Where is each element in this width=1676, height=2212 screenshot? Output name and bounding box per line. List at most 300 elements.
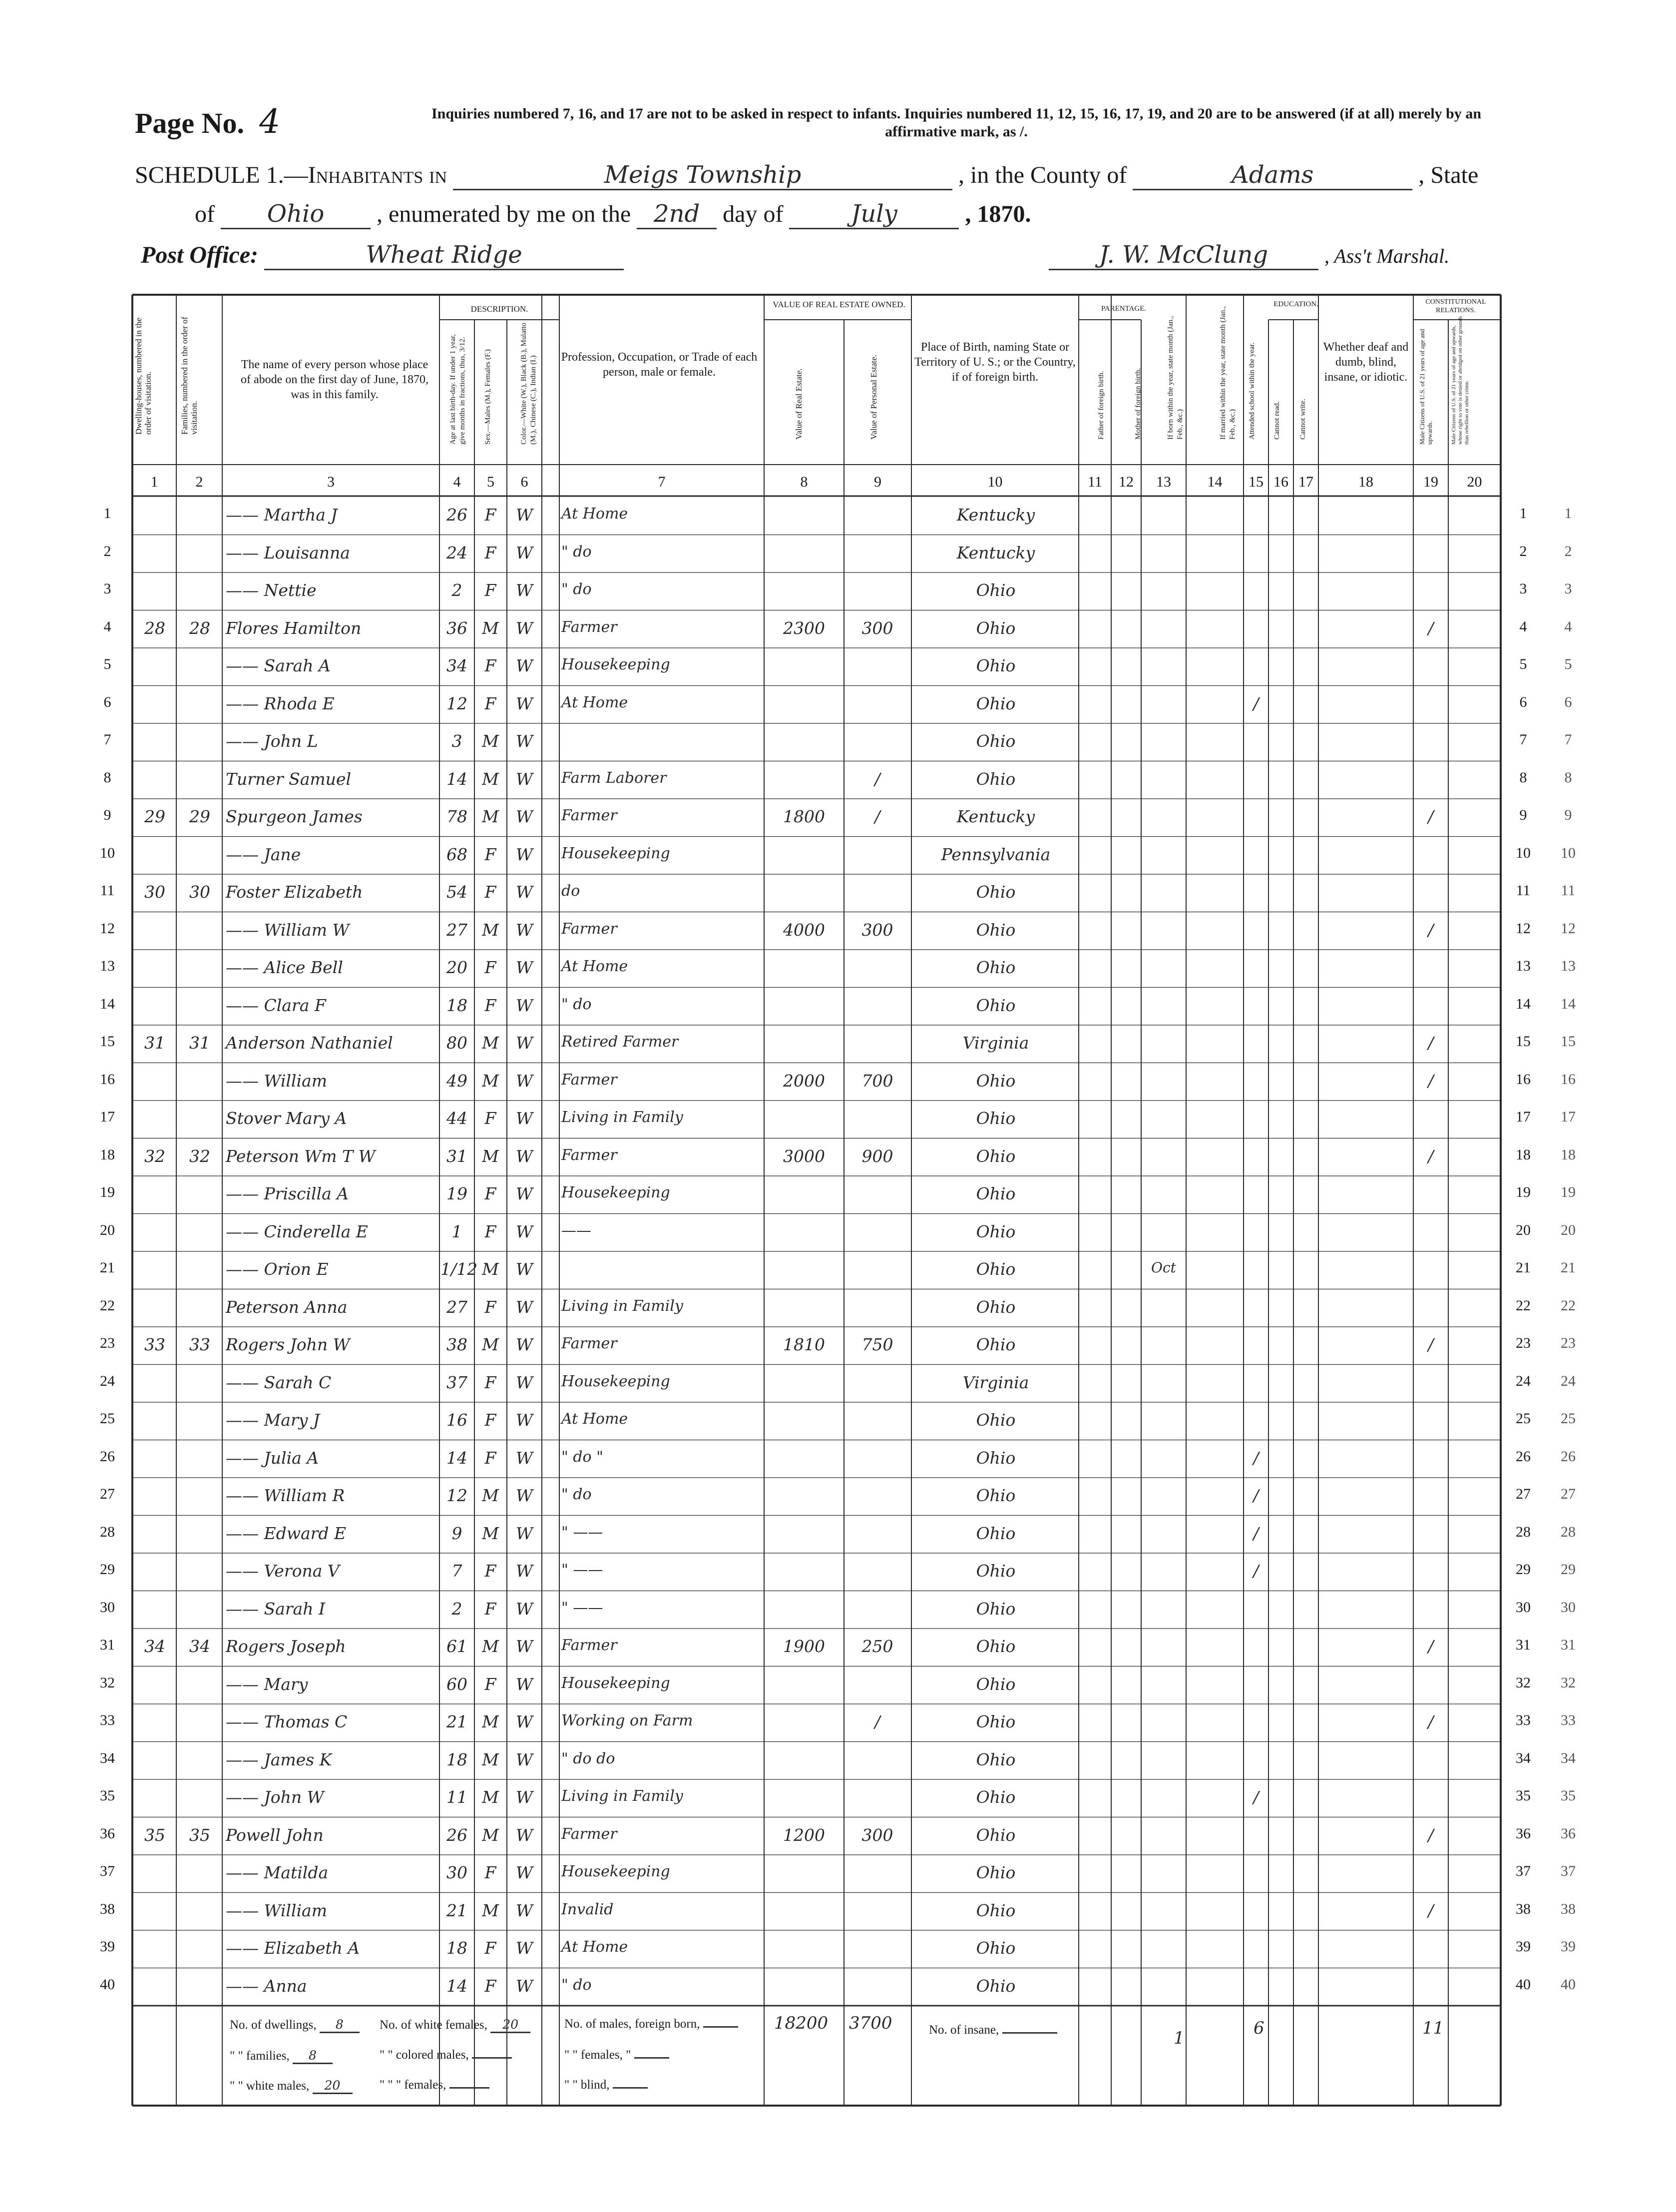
school-mark: / <box>1253 1448 1259 1468</box>
row-number-left: 2 <box>103 543 111 559</box>
column-number: 19 <box>1423 474 1438 490</box>
occupation-value: " do <box>561 995 592 1013</box>
occupation-value: At Home <box>561 693 628 711</box>
occupation-value: Housekeeping <box>561 844 670 862</box>
row-number-margin: 32 <box>1561 1674 1576 1691</box>
sex-value: M <box>482 1335 499 1354</box>
column-number: 17 <box>1298 474 1313 490</box>
family-number: 34 <box>189 1637 210 1656</box>
column-number: 5 <box>487 474 494 490</box>
birthplace-value: Ohio <box>976 1297 1016 1317</box>
column-number: 10 <box>987 474 1003 490</box>
col-mother-foreign-header: Mother of foreign birth. <box>1134 368 1142 440</box>
sex-value: F <box>484 995 496 1015</box>
row-number-right: 8 <box>1519 769 1527 786</box>
born-month-value: Oct <box>1151 1259 1176 1276</box>
sex-value: M <box>482 1787 499 1807</box>
row-number-left: 25 <box>100 1410 115 1427</box>
occupation-value: Living in Family <box>561 1297 683 1315</box>
birthplace-value: Ohio <box>976 1221 1016 1241</box>
footer-foreign-males: No. of males, foreign born, <box>564 2017 738 2031</box>
age-value: 14 <box>446 1976 467 1996</box>
age-value: 54 <box>446 882 467 902</box>
row-number-margin: 25 <box>1561 1410 1576 1427</box>
personal-estate-value: / <box>874 1712 880 1731</box>
age-value: 18 <box>446 1749 467 1769</box>
color-value: W <box>516 1184 533 1203</box>
occupation-value: " do " <box>561 1448 603 1466</box>
person-name: —— William <box>226 1900 328 1920</box>
row-number-margin: 8 <box>1564 769 1572 786</box>
sex-value: M <box>482 1259 499 1279</box>
person-name: —— Clara F <box>226 995 326 1015</box>
occupation-value: Living in Family <box>561 1787 683 1805</box>
color-value: W <box>516 807 533 826</box>
row-number-margin: 12 <box>1561 920 1576 937</box>
row-number-left: 7 <box>103 731 111 748</box>
row-number-left: 12 <box>100 920 115 937</box>
color-value: W <box>516 1637 533 1656</box>
age-value: 78 <box>446 807 467 826</box>
sex-value: F <box>484 1372 496 1392</box>
row-number-margin: 7 <box>1564 731 1572 748</box>
sex-value: F <box>484 1599 496 1619</box>
row-number-margin: 39 <box>1561 1938 1576 1955</box>
row-number-left: 26 <box>100 1448 115 1465</box>
person-name: —— James K <box>226 1749 332 1769</box>
row-number-margin: 15 <box>1561 1033 1576 1050</box>
color-value: W <box>516 1071 533 1091</box>
sex-value: F <box>484 1108 496 1128</box>
state-value: Ohio <box>221 200 371 229</box>
row-number-right: 18 <box>1516 1146 1531 1163</box>
day-value: 2nd <box>637 200 717 229</box>
person-name: Peterson Anna <box>226 1297 348 1317</box>
color-value: W <box>516 1523 533 1543</box>
row-number-left: 4 <box>103 618 111 635</box>
col-father-foreign-header: Father of foreign birth. <box>1097 371 1105 440</box>
age-value: 36 <box>446 618 467 638</box>
row-number-right: 11 <box>1516 882 1531 899</box>
col-dwelling-header: Dwelling-houses, numbered in the order of visitation. <box>134 317 153 435</box>
occupation-value: " do <box>561 1486 592 1503</box>
column-number: 9 <box>874 474 881 490</box>
person-name: Rogers John W <box>226 1335 350 1354</box>
citizen-mark: / <box>1428 1071 1434 1091</box>
birthplace-value: Ohio <box>976 1599 1016 1619</box>
birthplace-value: Ohio <box>976 731 1016 751</box>
birthplace-value: Ohio <box>976 958 1016 977</box>
row-number-right: 20 <box>1516 1221 1531 1238</box>
sex-value: F <box>484 693 496 713</box>
person-name: —— Rhoda E <box>226 693 335 713</box>
row-number-left: 37 <box>100 1863 115 1879</box>
row-number-left: 6 <box>103 693 111 710</box>
color-value: W <box>516 693 533 713</box>
family-number: 28 <box>189 618 210 638</box>
birthplace-value: Ohio <box>976 1712 1016 1731</box>
row-number-right: 25 <box>1516 1410 1531 1427</box>
color-value: W <box>516 995 533 1015</box>
row-number-margin: 31 <box>1561 1637 1576 1653</box>
row-number-margin: 1 <box>1564 505 1572 522</box>
occupation-value: At Home <box>561 1410 628 1428</box>
color-value: W <box>516 844 533 864</box>
person-name: Foster Elizabeth <box>226 882 363 902</box>
person-name: —— Mary J <box>226 1410 320 1430</box>
person-name: —— William R <box>226 1486 345 1505</box>
row-number-right: 37 <box>1516 1863 1531 1879</box>
col-cannot-write-header: Cannot write. <box>1299 399 1307 440</box>
sex-value: F <box>484 1561 496 1581</box>
age-value: 3 <box>451 731 462 751</box>
color-value: W <box>516 1221 533 1241</box>
age-value: 11 <box>446 1787 467 1807</box>
row-number-margin: 40 <box>1561 1976 1576 1993</box>
real-estate-value: 1800 <box>783 807 825 826</box>
family-number: 32 <box>189 1146 210 1166</box>
age-value: 14 <box>446 769 467 789</box>
row-number-margin: 4 <box>1564 618 1572 635</box>
age-value: 21 <box>446 1900 467 1920</box>
person-name: —— Thomas C <box>226 1712 348 1731</box>
color-value: W <box>516 543 533 562</box>
occupation-value: " —— <box>561 1561 603 1579</box>
birthplace-value: Ohio <box>976 1259 1016 1279</box>
col-disability-header: Whether deaf and dumb, blind, insane, or idiotic. <box>1323 341 1409 384</box>
age-value: 2 <box>451 1599 462 1619</box>
col-cannot-read-header: Cannot read. <box>1273 401 1281 440</box>
sex-value: F <box>484 656 496 675</box>
sex-value: M <box>482 1146 499 1166</box>
row-number-right: 21 <box>1516 1259 1531 1276</box>
row-number-right: 26 <box>1516 1448 1531 1465</box>
real-estate-value: 3000 <box>783 1146 825 1166</box>
row-number-left: 9 <box>103 807 111 823</box>
birthplace-value: Ohio <box>976 1184 1016 1203</box>
row-number-right: 29 <box>1516 1561 1531 1578</box>
dwelling-number: 30 <box>144 882 165 902</box>
person-name: Turner Samuel <box>226 769 351 789</box>
age-value: 49 <box>446 1071 467 1091</box>
occupation-value: " —— <box>561 1523 603 1541</box>
parentage-header: PARENTAGE. <box>1101 305 1147 313</box>
row-number-left: 16 <box>100 1071 115 1088</box>
color-value: W <box>516 882 533 902</box>
real-estate-value: 2300 <box>783 618 825 638</box>
column-number: 14 <box>1207 474 1223 490</box>
birthplace-value: Ohio <box>976 1787 1016 1807</box>
citizen-mark: / <box>1428 1146 1434 1166</box>
color-value: W <box>516 1787 533 1807</box>
row-number-right: 40 <box>1516 1976 1531 1993</box>
occupation-value: Retired Farmer <box>561 1033 679 1051</box>
footer-colored-females: " " " females, <box>380 2078 489 2092</box>
personal-estate-value: / <box>874 807 880 826</box>
person-name: —— Alice Bell <box>226 958 343 977</box>
birthplace-value: Ohio <box>976 1146 1016 1166</box>
col-sex-header: Sex.—Males (M.), Females (F.) <box>484 349 492 445</box>
color-value: W <box>516 1825 533 1845</box>
birthplace-value: Kentucky <box>956 543 1035 562</box>
citizen-mark: / <box>1428 1637 1434 1656</box>
person-name: —— William <box>226 1071 328 1091</box>
color-value: W <box>516 1259 533 1279</box>
column-number: 8 <box>800 474 808 490</box>
row-number-left: 15 <box>100 1033 115 1050</box>
col-birthplace-header: Place of Birth, naming State or Territory of U. S.; or the Country, if of foreign birth. <box>914 341 1076 384</box>
age-value: 1 <box>451 1221 462 1241</box>
color-value: W <box>516 1938 533 1958</box>
marshal-line: J. W. McClung , Ass't Marshal. <box>1049 241 1449 270</box>
person-name: —— Edward E <box>226 1523 347 1543</box>
person-name: Flores Hamilton <box>226 618 362 638</box>
occupation-value: At Home <box>561 1938 628 1956</box>
age-value: 37 <box>446 1372 467 1392</box>
real-estate-value: 1900 <box>783 1637 825 1656</box>
color-value: W <box>516 1900 533 1920</box>
color-value: W <box>516 769 533 789</box>
row-number-left: 14 <box>100 995 115 1012</box>
row-number-left: 21 <box>100 1259 115 1276</box>
sex-value: F <box>484 1410 496 1430</box>
row-number-left: 35 <box>100 1787 115 1804</box>
person-name: —— Jane <box>226 844 301 864</box>
age-value: 1/12 <box>440 1259 478 1279</box>
person-name: —— Cinderella E <box>226 1221 368 1241</box>
column-number: 1 <box>150 474 158 490</box>
birthplace-value: Ohio <box>976 920 1016 940</box>
birthplace-value: Kentucky <box>956 505 1035 525</box>
birthplace-value: Ohio <box>976 1071 1016 1091</box>
state-line: of Ohio , enumerated by me on the 2nd day of July , 1870. <box>195 200 1031 229</box>
sex-value: M <box>482 1900 499 1920</box>
sex-value: F <box>484 1976 496 1996</box>
row-number-left: 18 <box>100 1146 115 1163</box>
post-office-value: Wheat Ridge <box>264 241 624 270</box>
real-estate-value: 1200 <box>783 1825 825 1845</box>
person-name: —— Nettie <box>226 580 317 600</box>
occupation-value: Farmer <box>561 1637 617 1654</box>
col-real-estate-header: Value of Real Estate. <box>794 368 804 440</box>
personal-estate-value: / <box>874 769 880 789</box>
age-value: 68 <box>446 844 467 864</box>
row-number-right: 13 <box>1516 958 1531 974</box>
occupation-value: Living in Family <box>561 1108 683 1126</box>
occupation-value: Housekeeping <box>561 656 670 673</box>
row-number-right: 32 <box>1516 1674 1531 1691</box>
month-value: July <box>789 200 959 229</box>
row-number-margin: 14 <box>1561 995 1576 1012</box>
occupation-value: Housekeeping <box>561 1372 670 1390</box>
row-number-left: 5 <box>103 656 111 672</box>
row-number-margin: 6 <box>1564 693 1572 710</box>
color-value: W <box>516 1335 533 1354</box>
row-number-margin: 16 <box>1561 1071 1576 1088</box>
sex-value: F <box>484 844 496 864</box>
dwelling-number: 31 <box>144 1033 165 1053</box>
color-value: W <box>516 731 533 751</box>
row-number-right: 1 <box>1519 505 1527 522</box>
row-number-margin: 17 <box>1561 1108 1576 1125</box>
row-number-right: 23 <box>1516 1335 1531 1351</box>
age-value: 27 <box>446 920 467 940</box>
sex-value: M <box>482 920 499 940</box>
sex-value: M <box>482 1033 499 1053</box>
footer-colored-males: " " colored males, <box>380 2048 512 2062</box>
row-number-left: 20 <box>100 1221 115 1238</box>
sex-value: F <box>484 1184 496 1203</box>
occupation-value: " —— <box>561 1599 603 1617</box>
age-value: 60 <box>446 1674 467 1694</box>
row-number-left: 28 <box>100 1523 115 1540</box>
row-number-margin: 23 <box>1561 1335 1576 1351</box>
footer-families: " " families, 8 <box>230 2048 333 2064</box>
row-number-left: 13 <box>100 958 115 974</box>
sex-value: M <box>482 1486 499 1505</box>
row-number-margin: 18 <box>1561 1146 1576 1163</box>
citizen-mark: / <box>1428 920 1434 940</box>
row-number-margin: 19 <box>1561 1184 1576 1200</box>
column-number: 15 <box>1249 474 1263 490</box>
birthplace-value: Virginia <box>962 1033 1029 1053</box>
school-mark: / <box>1253 1486 1259 1505</box>
citizen-mark: / <box>1428 618 1434 638</box>
age-value: 80 <box>446 1033 467 1053</box>
row-number-right: 10 <box>1516 844 1531 861</box>
sex-value: F <box>484 580 496 600</box>
occupation-value: Housekeeping <box>561 1863 670 1880</box>
citizen-mark: / <box>1428 1335 1434 1354</box>
age-value: 18 <box>446 995 467 1015</box>
col-married-in-year-header: If married within the year, state month (Jan., Feb., &c.) <box>1219 306 1237 440</box>
col-personal-estate-header: Value of Personal Estate. <box>869 355 878 440</box>
birthplace-value: Ohio <box>976 769 1016 789</box>
color-value: W <box>516 1561 533 1581</box>
footer-white-females: No. of white females, 20 <box>380 2017 530 2033</box>
color-value: W <box>516 1372 533 1392</box>
real-estate-value: 1810 <box>783 1335 825 1354</box>
age-value: 24 <box>446 543 467 562</box>
sex-value: M <box>482 769 499 789</box>
real-estate-header: VALUE OF REAL ESTATE OWNED. <box>773 300 905 309</box>
color-value: W <box>516 1297 533 1317</box>
occupation-value: " do <box>561 580 592 598</box>
person-name: Peterson Wm T W <box>226 1146 376 1166</box>
occupation-value: " do do <box>561 1749 615 1767</box>
row-number-right: 33 <box>1516 1712 1531 1728</box>
row-number-left: 1 <box>103 505 111 522</box>
age-value: 61 <box>446 1637 467 1656</box>
row-number-margin: 34 <box>1561 1749 1576 1766</box>
age-value: 38 <box>446 1335 467 1354</box>
row-number-right: 19 <box>1516 1184 1531 1200</box>
color-value: W <box>516 580 533 600</box>
person-name: —— John L <box>226 731 318 751</box>
color-value: W <box>516 958 533 977</box>
footer-blind: " " blind, <box>564 2078 648 2092</box>
row-number-right: 3 <box>1519 580 1527 597</box>
row-number-margin: 20 <box>1561 1221 1576 1238</box>
person-name: Anderson Nathaniel <box>226 1033 393 1053</box>
row-number-left: 31 <box>100 1637 115 1653</box>
row-number-left: 19 <box>100 1184 115 1200</box>
column-number: 4 <box>453 474 461 490</box>
age-value: 2 <box>451 580 462 600</box>
person-name: —— John W <box>226 1787 324 1807</box>
occupation-value: Farmer <box>561 618 617 636</box>
row-number-left: 8 <box>103 769 111 786</box>
row-number-left: 32 <box>100 1674 115 1691</box>
row-number-left: 24 <box>100 1372 115 1389</box>
row-number-margin: 13 <box>1561 958 1576 974</box>
school-mark: / <box>1253 1523 1259 1543</box>
personal-estate-value: 300 <box>861 618 893 638</box>
row-number-right: 14 <box>1516 995 1531 1012</box>
person-name: —— Verona V <box>226 1561 340 1581</box>
occupation-value: Farmer <box>561 807 617 824</box>
color-value: W <box>516 1674 533 1694</box>
footer-citizens-total: 11 <box>1422 2018 1444 2038</box>
row-number-margin: 11 <box>1561 882 1576 899</box>
row-number-margin: 9 <box>1564 807 1572 823</box>
row-number-left: 22 <box>100 1297 115 1314</box>
birthplace-value: Ohio <box>976 1448 1016 1468</box>
row-number-margin: 2 <box>1564 543 1572 559</box>
citizen-mark: / <box>1428 1900 1434 1920</box>
column-number: 11 <box>1088 474 1102 490</box>
occupation-value: Farmer <box>561 1825 617 1843</box>
row-number-right: 12 <box>1516 920 1531 937</box>
row-number-left: 36 <box>100 1825 115 1842</box>
page-number: 4 <box>259 102 281 141</box>
row-number-margin: 30 <box>1561 1599 1576 1616</box>
row-number-margin: 24 <box>1561 1372 1576 1389</box>
row-number-right: 24 <box>1516 1372 1531 1389</box>
column-number: 20 <box>1467 474 1482 490</box>
real-estate-value: 4000 <box>783 920 825 940</box>
row-number-margin: 26 <box>1561 1448 1576 1465</box>
sex-value: F <box>484 1297 496 1317</box>
age-value: 20 <box>446 958 467 977</box>
col-denied-header: Male Citizens of U.S. of 21 years of age and upwards, whose right to vote is denied or abridged on other grounds than rebellion or other crime. <box>1451 316 1470 445</box>
color-value: W <box>516 1712 533 1731</box>
occupation-value: Housekeeping <box>561 1184 670 1201</box>
row-number-right: 27 <box>1516 1486 1531 1502</box>
row-number-right: 5 <box>1519 656 1527 672</box>
family-number: 33 <box>189 1335 210 1354</box>
footer-born-total: 1 <box>1174 2028 1185 2048</box>
birthplace-value: Ohio <box>976 1674 1016 1694</box>
sex-value: M <box>482 1071 499 1091</box>
person-name: —— Priscilla A <box>226 1184 349 1203</box>
sex-value: F <box>484 1863 496 1882</box>
birthplace-value: Ohio <box>976 693 1016 713</box>
age-value: 18 <box>446 1938 467 1958</box>
occupation-value: Invalid <box>561 1900 614 1918</box>
birthplace-value: Ohio <box>976 1410 1016 1430</box>
color-value: W <box>516 1448 533 1468</box>
row-number-right: 38 <box>1516 1900 1531 1917</box>
sex-value: F <box>484 1448 496 1468</box>
citizen-mark: / <box>1428 1712 1434 1731</box>
col-name-header: The name of every person whose place of abode on the first day of June, 1870, was in this family. <box>241 358 428 401</box>
occupation-value: At Home <box>561 958 628 975</box>
personal-estate-value: 900 <box>861 1146 893 1166</box>
birthplace-value: Ohio <box>976 1749 1016 1769</box>
row-number-margin: 21 <box>1561 1259 1576 1276</box>
row-number-left: 10 <box>100 844 115 861</box>
